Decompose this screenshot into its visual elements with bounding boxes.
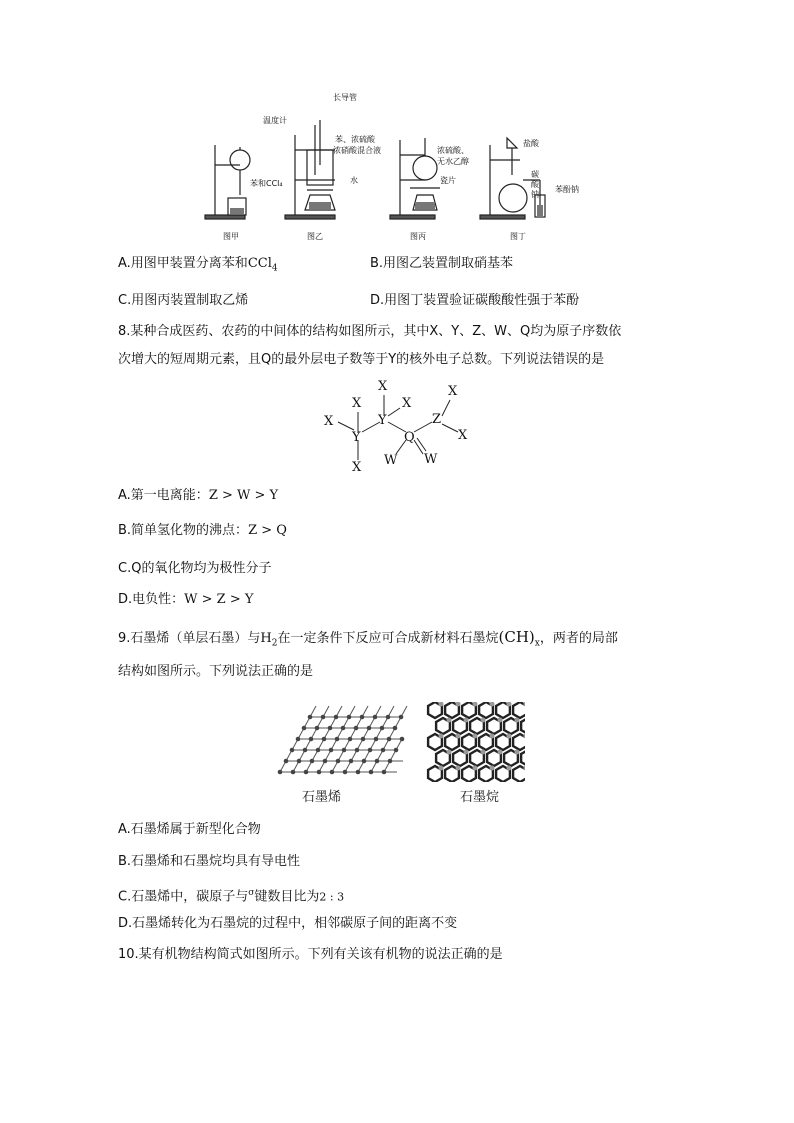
- atom-x-6: X: [448, 384, 458, 399]
- fig2-label-water: 水: [350, 176, 358, 185]
- q9-stem-formula: (CH): [498, 628, 535, 646]
- q8-option-b-text: B.简单氢化物的沸点：: [118, 523, 249, 538]
- q9-stem-part1: 9.石墨烯（单层石墨）与: [118, 631, 261, 646]
- q7-option-a-text: A.用图甲装置分离苯和: [118, 256, 248, 271]
- atom-y-1: Y: [352, 430, 361, 445]
- q8-stem-line1: 8.某种合成医药、农药的中间体的结构如图所示，其中X、Y、Z、W、Q均为原子序数依: [118, 324, 622, 339]
- atom-q: Q: [404, 430, 415, 445]
- graphane-label: 石墨烷: [460, 790, 500, 805]
- apparatus-figure: [195, 90, 595, 240]
- q7-option-d: D.用图丁装置验证碳酸酸性强于苯酚: [370, 293, 580, 308]
- graphene-label: 石墨烯: [302, 790, 342, 805]
- fig3-label3: 瓷片: [440, 176, 456, 185]
- q8-option-c: C.Q的氧化物均为极性分子: [118, 561, 272, 576]
- fig2-label-top: 长导管: [333, 93, 357, 102]
- atom-w-2: W: [424, 452, 438, 467]
- fig-caption-2: 图乙: [307, 232, 323, 241]
- q9-option-d: D.石墨烯转化为石墨烷的过程中，相邻碳原子间的距离不变: [118, 916, 458, 931]
- fig2-label-mix2: 浓硝酸混合液: [333, 146, 381, 155]
- graphene-lattice: [270, 702, 410, 782]
- q9-stem-part3: ，两者的局部: [539, 631, 618, 646]
- atom-x-7: X: [458, 428, 468, 443]
- q9-option-c: [118, 884, 344, 906]
- q9-stem-line1: [118, 628, 618, 653]
- atom-x-2: X: [324, 414, 334, 429]
- graphane-image: [425, 702, 525, 782]
- fig1-label: 苯和CCl₄: [250, 179, 283, 188]
- fig4-label-acid: 盐酸: [523, 139, 539, 148]
- q8-option-d-text: D.电负性：: [118, 592, 185, 607]
- q9-stem-h2: H: [260, 631, 272, 646]
- apparatus-drawing: [195, 90, 595, 240]
- graphene-image: [270, 702, 410, 782]
- fig3-label2: 无水乙醇: [437, 157, 469, 166]
- atom-x-5: X: [402, 396, 412, 411]
- q7-option-a-sub: 4: [271, 263, 278, 274]
- fig-caption-1: 图甲: [223, 232, 239, 241]
- fig2-label-mix1: 苯、浓硫酸: [335, 135, 375, 144]
- q9-stem-part2: 在一定条件下反应可合成新材料石墨烷: [277, 631, 499, 646]
- q8-structure: [318, 378, 478, 478]
- atom-x-1: X: [352, 396, 362, 411]
- fig3-label1: 浓硫酸、: [437, 146, 469, 155]
- fig2-label-thermo: 温度计: [263, 116, 287, 125]
- q9-stem-h2-sub: 2: [271, 638, 278, 649]
- q9-option-c-part2: 键数目比为: [254, 889, 320, 905]
- q9-option-b: B.石墨烯和石墨烷均具有导电性: [118, 854, 301, 869]
- atom-x-4: X: [378, 379, 388, 394]
- q9-option-c-sigma: σ: [248, 888, 255, 898]
- q8-option-a: [118, 487, 278, 505]
- q8-option-d: [118, 591, 253, 609]
- q7-option-c: C.用图丙装置制取乙烯: [118, 293, 249, 308]
- q8-option-b: [118, 522, 287, 540]
- fig-caption-3: 图丙: [410, 232, 426, 241]
- q9-option-a: A.石墨烯属于新型化合物: [118, 822, 261, 837]
- q7-option-b: B.用图乙装置制取硝基苯: [370, 256, 514, 271]
- q10-stem: 10.某有机物结构简式如图所示。下列有关该有机物的说法正确的是: [118, 947, 503, 962]
- q8-stem-line2: 次增大的短周期元素，且Q的最外层电子数等于Y的核外电子总数。下列说法错误的是: [118, 352, 605, 367]
- q9-stem-line2: 结构如图所示。下列说法正确的是: [118, 664, 314, 679]
- atom-y-2: Y: [378, 413, 387, 428]
- atom-w-1: W: [384, 453, 398, 468]
- q8-option-d-expr: W > Z > Y: [184, 592, 254, 607]
- fig-caption-4: 图丁: [510, 232, 526, 241]
- fig4-label-phenol: 苯酚钠: [555, 185, 579, 194]
- q8-option-b-expr: Z > Q: [248, 523, 287, 538]
- atom-z: Z: [432, 412, 442, 427]
- q9-stem-formula-sub: x: [534, 638, 540, 649]
- q9-option-c-ratio: 2 : 3: [319, 890, 345, 904]
- q8-option-a-text: A.第一电离能：: [118, 488, 209, 503]
- graphane-lattice: [425, 702, 525, 782]
- q8-option-a-expr: Z > W > Y: [208, 488, 279, 503]
- atom-x-3: X: [352, 460, 362, 475]
- q7-option-a: [118, 255, 278, 278]
- q9-option-c-part1: C.石墨烯中，碳原子与: [118, 889, 249, 905]
- fig4-label-salt: 碳酸钠: [531, 170, 539, 199]
- q7-option-a-formula: CCl: [247, 256, 272, 271]
